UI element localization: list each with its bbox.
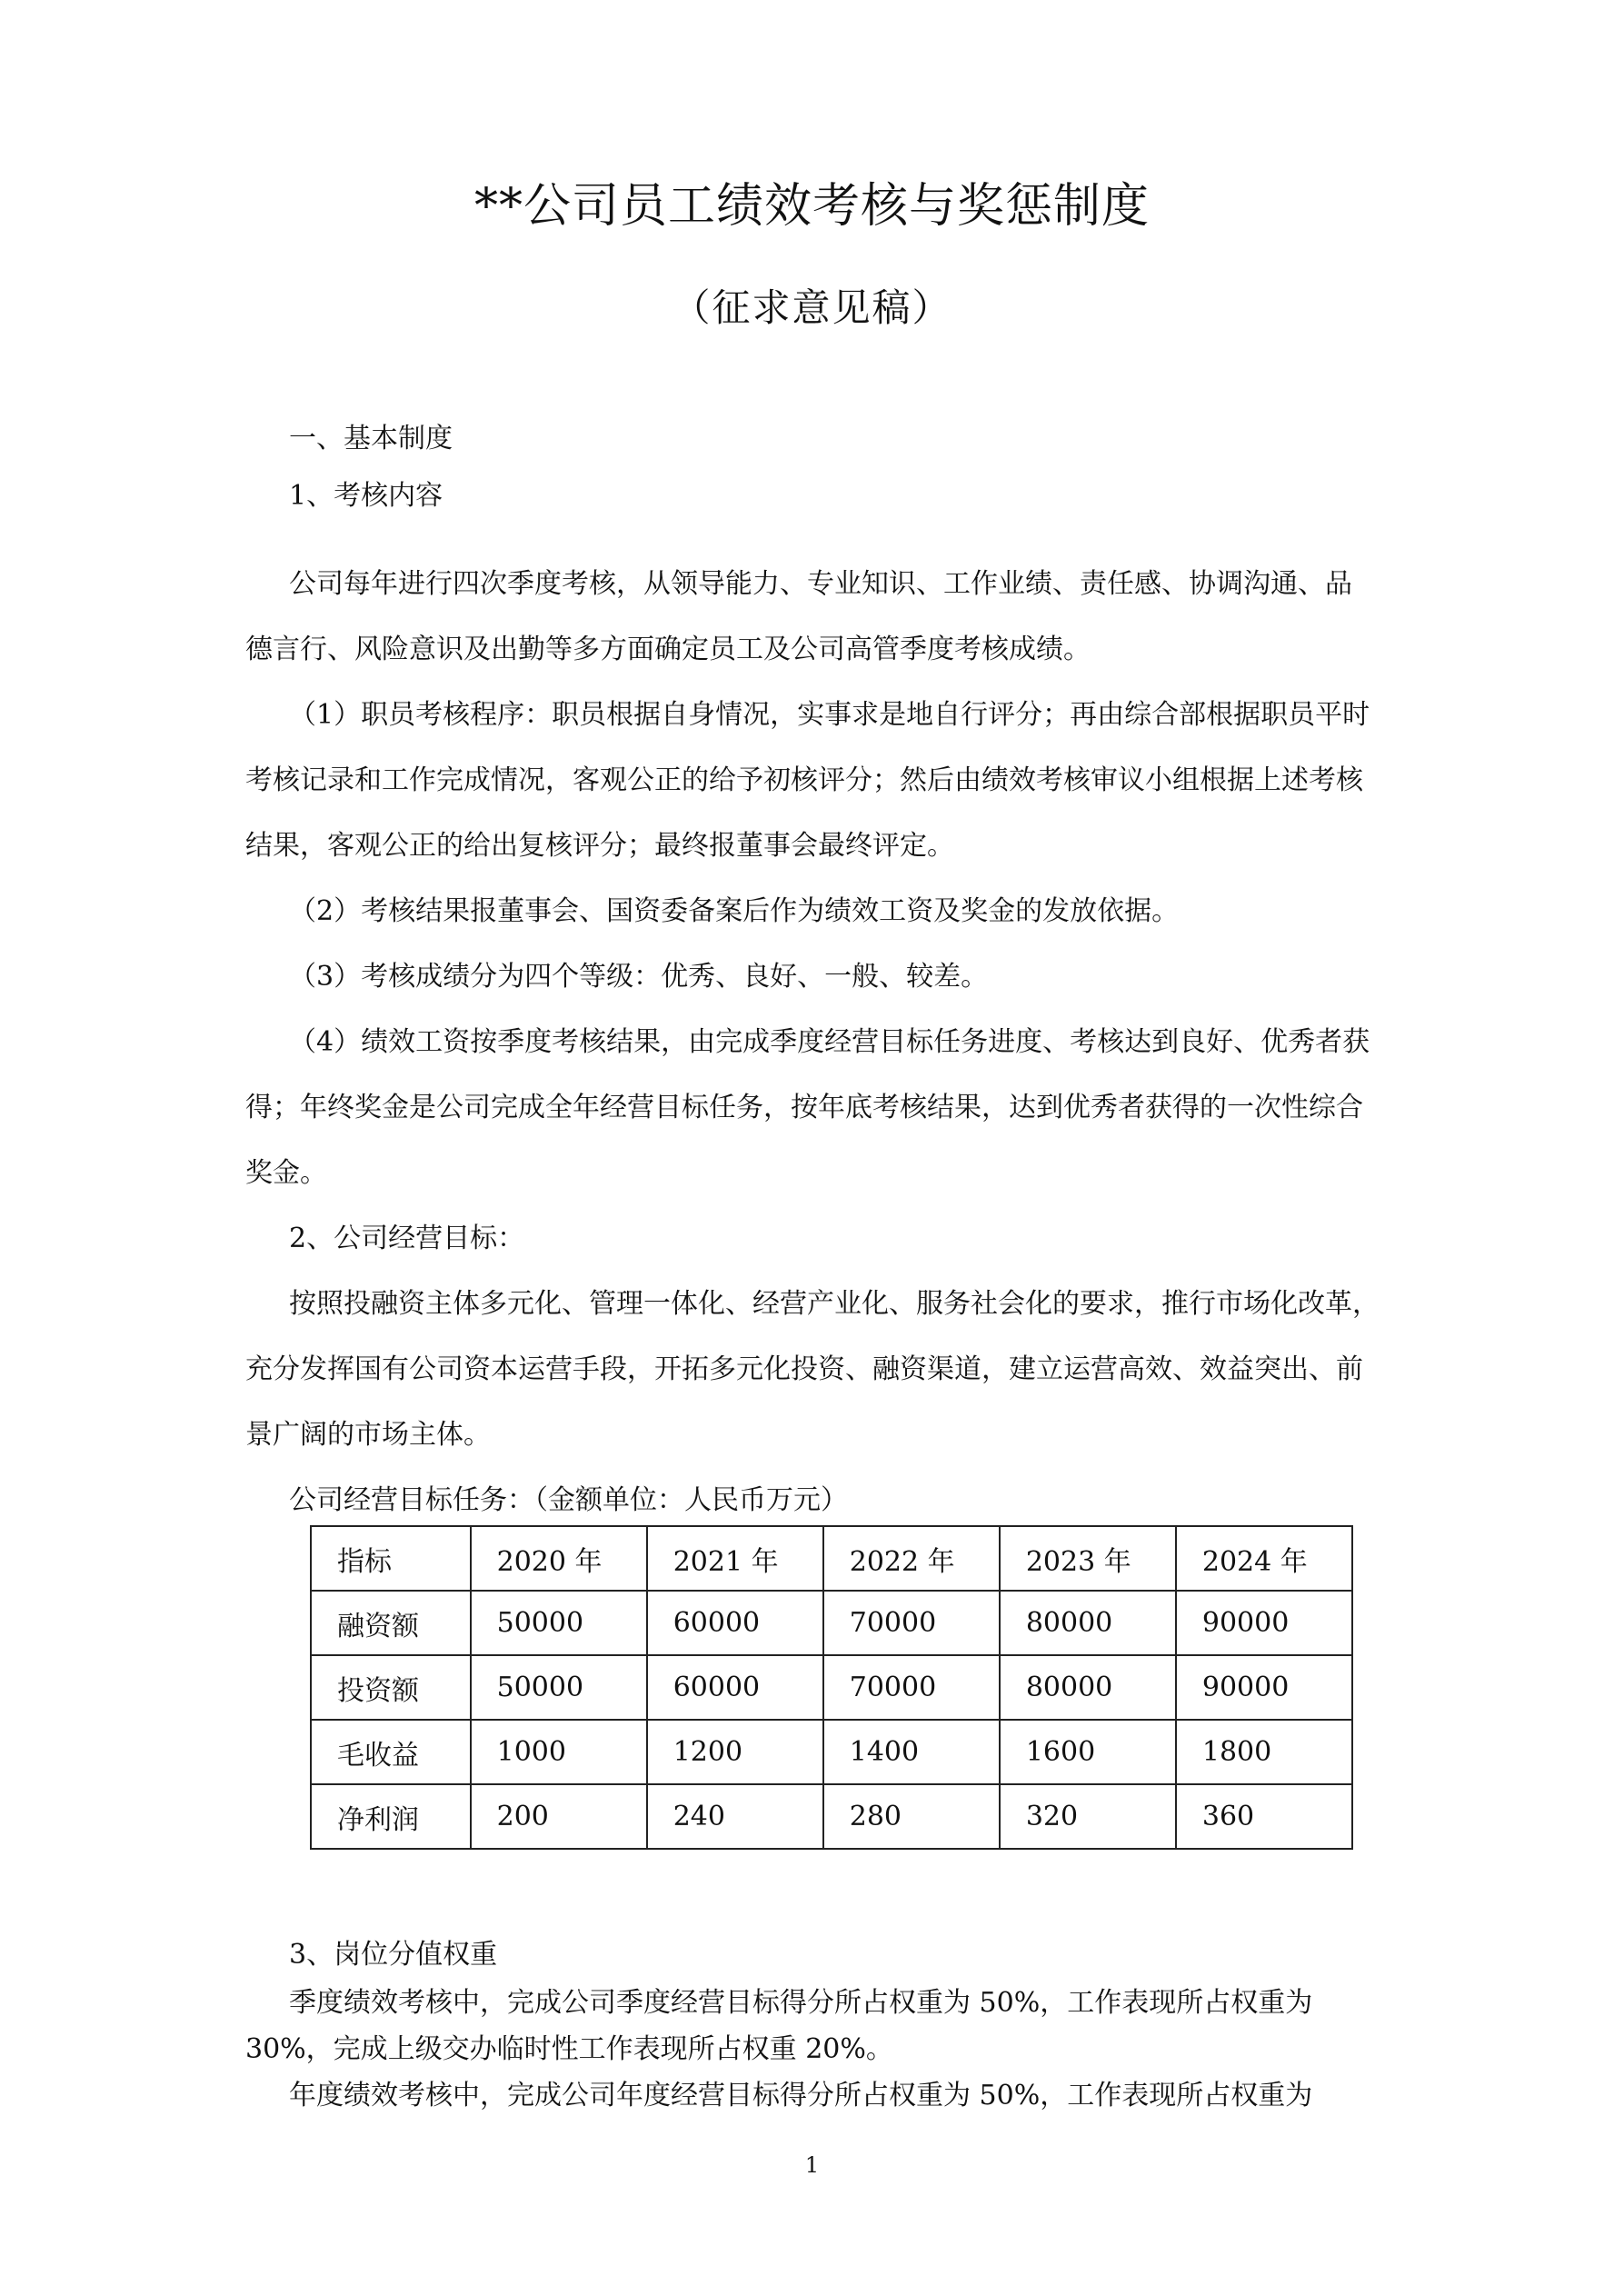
table-header-row xyxy=(311,1526,1352,1591)
paragraph-line: 考核记录和工作完成情况，客观公正的给予初核评分；然后由绩效考核审议小组根据上述考核 xyxy=(245,764,1363,796)
table-header-cell: 2022 年 xyxy=(823,1526,1000,1591)
paragraph-line: 按照投融资主体多元化、管理一体化、经营产业化、服务社会化的要求，推行市场化改革， xyxy=(289,1288,1380,1320)
table-cell: 80000 xyxy=(1000,1591,1176,1655)
document-subtitle: （征求意见稿） xyxy=(672,285,952,330)
table-row xyxy=(311,1591,1352,1655)
table-cell: 50000 xyxy=(471,1655,647,1720)
table-header-cell: 2023 年 xyxy=(1000,1526,1176,1591)
table-cell: 毛收益 xyxy=(311,1720,471,1784)
paragraph-line: 公司每年进行四次季度考核，从领导能力、专业知识、工作业绩、责任感、协调沟通、品 xyxy=(289,568,1352,600)
table-cell: 1000 xyxy=(471,1720,647,1784)
table-caption: 公司经营目标任务：（金额单位：人民币万元） xyxy=(289,1484,848,1516)
paragraph-line: 结果，客观公正的给出复核评分；最终报董事会最终评定。 xyxy=(245,830,954,862)
table-cell: 360 xyxy=(1176,1784,1352,1849)
item-heading-assessment-content: 1、考核内容 xyxy=(289,480,443,512)
table-header-cell: 指标 xyxy=(311,1526,471,1591)
paragraph-line: 德言行、风险意识及出勤等多方面确定员工及公司高管季度考核成绩。 xyxy=(245,634,1091,665)
table-cell: 280 xyxy=(823,1784,1000,1849)
paragraph-line: 年度绩效考核中，完成公司年度经营目标得分所占权重为 50%，工作表现所占权重为 xyxy=(289,2080,1313,2111)
table-row xyxy=(311,1784,1352,1849)
table-header-cell: 2024 年 xyxy=(1176,1526,1352,1591)
page-number: 1 xyxy=(804,2152,820,2178)
table-cell: 240 xyxy=(647,1784,823,1849)
table-cell: 200 xyxy=(471,1784,647,1849)
table-row xyxy=(311,1720,1352,1784)
table-cell: 70000 xyxy=(823,1655,1000,1720)
paragraph-line: （4）绩效工资按季度考核结果，由完成季度经营目标任务进度、考核达到良好、优秀者获 xyxy=(289,1026,1370,1058)
paragraph-line: 景广阔的市场主体。 xyxy=(245,1419,491,1451)
paragraph-line: 奖金。 xyxy=(245,1157,327,1189)
item-heading-position-weights: 3、岗位分值权重 xyxy=(289,1939,498,1971)
table-cell: 融资额 xyxy=(311,1591,471,1655)
paragraph-line: 30%，完成上级交办临时性工作表现所占权重 20%。 xyxy=(245,2033,893,2065)
item-heading-business-goals: 2、公司经营目标： xyxy=(289,1223,525,1254)
table-cell: 50000 xyxy=(471,1591,647,1655)
paragraph-line: （3）考核成绩分为四个等级：优秀、良好、一般、较差。 xyxy=(289,961,989,993)
table-cell: 90000 xyxy=(1176,1655,1352,1720)
table-cell: 1200 xyxy=(647,1720,823,1784)
paragraph-line: （1）职员考核程序：职员根据自身情况，实事求是地自行评分；再由综合部根据职员平时 xyxy=(289,699,1370,731)
business-goals-table xyxy=(310,1525,1353,1850)
section-heading-basic-system: 一、基本制度 xyxy=(289,423,453,454)
table-cell: 60000 xyxy=(647,1655,823,1720)
paragraph-line: 充分发挥国有公司资本运营手段，开拓多元化投资、融资渠道，建立运营高效、效益突出、前 xyxy=(245,1353,1363,1385)
table-cell: 60000 xyxy=(647,1591,823,1655)
table-row xyxy=(311,1655,1352,1720)
table-cell: 投资额 xyxy=(311,1655,471,1720)
paragraph-line: （2）考核结果报董事会、国资委备案后作为绩效工资及奖金的发放依据。 xyxy=(289,895,1180,927)
table-cell: 80000 xyxy=(1000,1655,1176,1720)
table-cell: 1800 xyxy=(1176,1720,1352,1784)
table-header-cell: 2021 年 xyxy=(647,1526,823,1591)
paragraph-line: 季度绩效考核中，完成公司季度经营目标得分所占权重为 50%，工作表现所占权重为 xyxy=(289,1987,1313,2019)
table-cell: 净利润 xyxy=(311,1784,471,1849)
table-cell: 1600 xyxy=(1000,1720,1176,1784)
document-title: **公司员工绩效考核与奖惩制度 xyxy=(473,179,1150,234)
paragraph-line: 得；年终奖金是公司完成全年经营目标任务，按年底考核结果，达到优秀者获得的一次性综合 xyxy=(245,1092,1363,1123)
table-cell: 1400 xyxy=(823,1720,1000,1784)
table-cell: 70000 xyxy=(823,1591,1000,1655)
table-cell: 320 xyxy=(1000,1784,1176,1849)
table-header-cell: 2020 年 xyxy=(471,1526,647,1591)
table-cell: 90000 xyxy=(1176,1591,1352,1655)
